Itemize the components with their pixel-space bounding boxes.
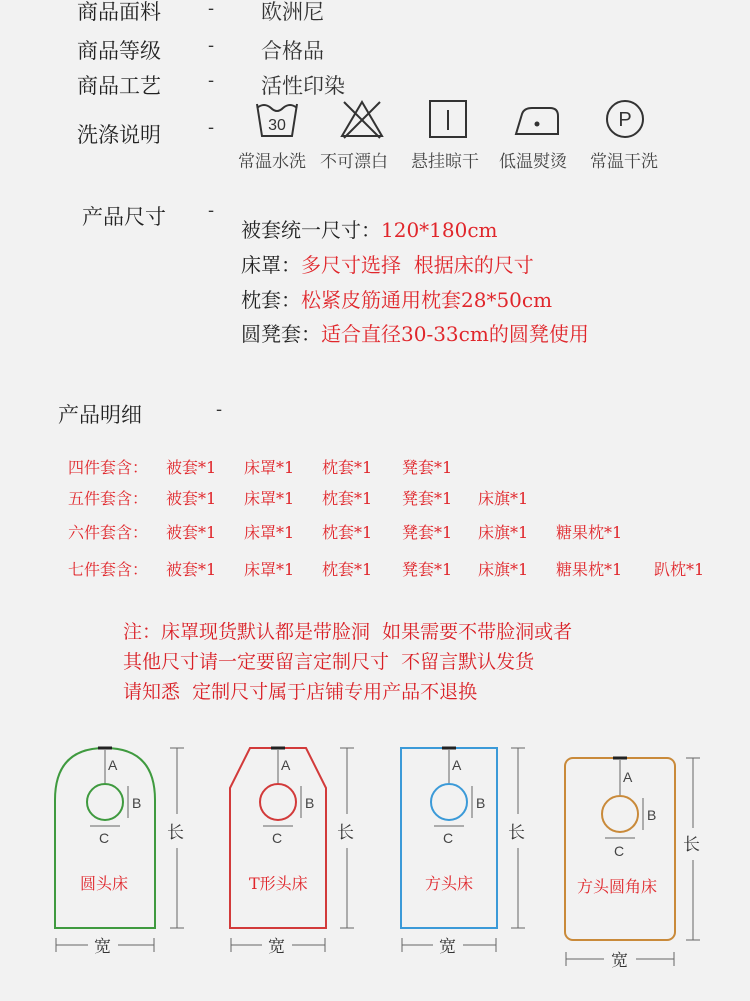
size-key: 圆凳套： <box>241 322 321 346</box>
dim-c: C <box>99 830 110 846</box>
diagram-rounded-square-head <box>565 758 700 971</box>
dry-clean-p-icon <box>604 98 646 140</box>
dim-b: B <box>305 795 315 811</box>
width-label: 宽 <box>94 937 111 957</box>
size-line <box>241 284 552 313</box>
wash-text: 低温熨烫 <box>499 152 567 172</box>
detail-item: 床旗*1 <box>478 523 529 542</box>
detail-item: 床罩*1 <box>244 458 295 477</box>
dim-c: C <box>443 830 454 846</box>
wash-text: 常温干洗 <box>590 152 658 172</box>
detail-item: 凳套*1 <box>402 523 453 542</box>
shape-name: 方头圆角床 <box>577 877 658 896</box>
size-value: 松紧皮筋通用枕套28*50cm <box>301 288 553 312</box>
note-line: 其他尺寸请一定要留言定制尺寸 不留言默认发货 <box>123 651 535 673</box>
detail-item: 枕套*1 <box>322 458 373 477</box>
size-dash: - <box>208 200 215 221</box>
detail-item: 糖果枕*1 <box>556 523 623 542</box>
size-line <box>241 318 589 347</box>
detail-label: 产品明细 <box>58 403 142 427</box>
size-value: 多尺寸选择 根据床的尺寸 <box>301 253 534 277</box>
hang-dry-icon <box>427 98 469 140</box>
size-line <box>241 214 498 243</box>
wash-text: 悬挂晾干 <box>411 152 479 172</box>
size-key: 被套统一尺寸： <box>241 218 381 242</box>
length-label: 长 <box>683 835 700 855</box>
dim-a: A <box>281 757 291 773</box>
detail-dash: - <box>216 399 223 420</box>
spec-value: 合格品 <box>261 39 324 63</box>
width-label: 宽 <box>439 937 456 957</box>
no-bleach-icon <box>339 98 385 140</box>
detail-item: 凳套*1 <box>402 489 453 508</box>
detail-item: 被套*1 <box>166 489 217 508</box>
spec-label: 商品等级 <box>77 39 161 63</box>
dim-c: C <box>272 830 283 846</box>
spec-value: 活性印染 <box>261 74 345 98</box>
detail-item: 凳套*1 <box>402 560 453 579</box>
spec-dash: - <box>208 70 215 91</box>
detail-row-title: 五件套含： <box>68 489 149 508</box>
wash-text: 常温水洗 <box>238 152 306 172</box>
size-line <box>241 249 534 278</box>
detail-item: 被套*1 <box>166 523 217 542</box>
detail-item: 枕套*1 <box>322 523 373 542</box>
detail-item: 床罩*1 <box>244 523 295 542</box>
length-label: 长 <box>167 823 184 843</box>
size-value: 120*180cm <box>381 218 498 242</box>
detail-item: 凳套*1 <box>402 458 453 477</box>
detail-item: 床旗*1 <box>478 489 529 508</box>
detail-item: 枕套*1 <box>322 560 373 579</box>
width-label: 宽 <box>611 951 628 971</box>
size-label: 产品尺寸 <box>82 205 166 229</box>
wash-label: 洗涤说明 <box>77 123 161 147</box>
detail-row-title: 四件套含： <box>68 458 149 477</box>
dry-clean-letter: P <box>618 109 632 131</box>
spec-label: 商品面料 <box>77 0 161 24</box>
detail-item: 床罩*1 <box>244 560 295 579</box>
wash-temp-text: 30 <box>268 117 286 134</box>
dim-c: C <box>614 843 625 859</box>
detail-item: 被套*1 <box>166 560 217 579</box>
spec-value: 欧洲尼 <box>261 0 324 24</box>
spec-dash: - <box>208 0 215 19</box>
length-label: 长 <box>508 823 525 843</box>
detail-item: 被套*1 <box>166 458 217 477</box>
diagram-square-head <box>401 748 525 957</box>
width-label: 宽 <box>268 937 285 957</box>
dim-b: B <box>132 795 142 811</box>
length-label: 长 <box>337 823 354 843</box>
size-key: 枕套： <box>241 288 301 312</box>
wash-dash: - <box>208 117 215 138</box>
detail-row-title: 六件套含： <box>68 523 149 542</box>
detail-item: 枕套*1 <box>322 489 373 508</box>
spec-dash: - <box>208 35 215 56</box>
shape-name: T形头床 <box>249 874 308 893</box>
shape-name: 方头床 <box>425 874 474 893</box>
note-line: 注：床罩现货默认都是带脸洞 如果需要不带脸洞或者 <box>123 621 573 643</box>
wash-30-icon <box>254 98 300 140</box>
spec-label: 商品工艺 <box>77 74 161 98</box>
wash-text: 不可漂白 <box>320 152 388 172</box>
bed-cover-diagrams <box>0 730 750 1001</box>
dim-a: A <box>623 769 633 785</box>
low-iron-icon <box>512 102 562 138</box>
size-key: 床罩： <box>241 253 301 277</box>
dim-b: B <box>647 807 657 823</box>
note-line: 请知悉 定制尺寸属于店铺专用产品不退换 <box>123 681 478 703</box>
dim-b: B <box>476 795 486 811</box>
dim-a: A <box>108 757 118 773</box>
detail-item: 糖果枕*1 <box>556 560 623 579</box>
size-value: 适合直径30-33cm的圆凳使用 <box>321 322 589 346</box>
detail-row-title: 七件套含： <box>68 560 149 579</box>
diagram-round-head <box>55 748 184 957</box>
dim-a: A <box>452 757 462 773</box>
diagram-t-head <box>230 748 354 957</box>
detail-item: 床旗*1 <box>478 560 529 579</box>
detail-item: 床罩*1 <box>244 489 295 508</box>
detail-item: 趴枕*1 <box>654 560 705 579</box>
shape-name: 圆头床 <box>80 874 129 893</box>
